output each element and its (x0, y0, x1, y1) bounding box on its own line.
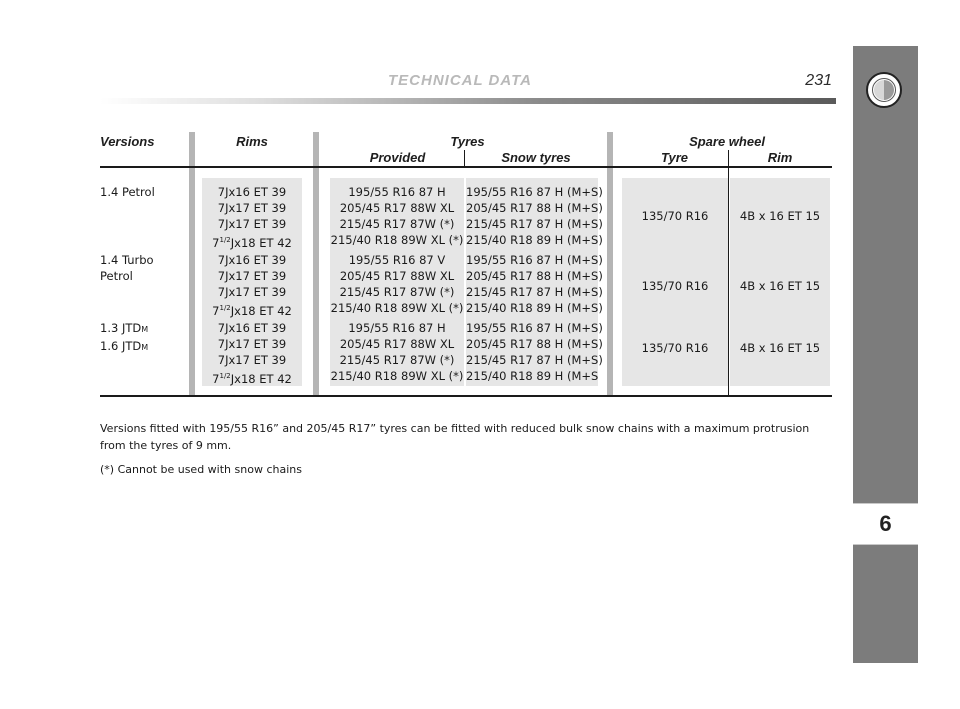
provided-tyres-list: 195/55 R16 87 V 205/45 R17 88W XL 215/45 R17 87W (*) 215/40 R18 89W XL (*) (330, 253, 464, 315)
snow-tyres-list: 195/55 R16 87 H (M+S) 205/45 R17 88 H (M+S) 215/45 R17 87 H (M+S) 215/40 R18 89 H (M+S (466, 321, 603, 383)
header-versions: Versions (100, 134, 155, 149)
provided-tyres-list: 195/55 R16 87 H 205/45 R17 88W XL 215/45 R17 87W (*) 215/40 R18 89W XL (*) (330, 185, 464, 247)
version-label: 1.4 Petrol (100, 185, 155, 199)
header-snow-tyres: Snow tyres (501, 150, 571, 165)
table-bottom-rule (100, 395, 832, 397)
column-separator-rims (313, 132, 319, 396)
column-divider-spare (728, 150, 729, 396)
snow-tyres-list: 195/55 R16 87 H (M+S) 205/45 R17 88 H (M+S) 215/45 R17 87 H (M+S) 215/40 R18 89 H (M+S) (466, 185, 603, 247)
header-spare-tyre: Tyre (661, 150, 688, 165)
spare-rim-value: 4B x 16 ET 15 (739, 341, 821, 355)
column-separator-tyres (607, 132, 613, 396)
header-rims: Rims (236, 134, 268, 149)
version-label: 1.4 Turbo Petrol (100, 253, 154, 283)
page-title: TECHNICAL DATA (388, 72, 532, 89)
spare-rim-value: 4B x 16 ET 15 (739, 209, 821, 223)
side-band (853, 46, 918, 663)
subheader-divider-tyres (464, 150, 465, 166)
header-provided: Provided (369, 150, 426, 165)
rims-list: 7Jx16 ET 39 7Jx17 ET 39 7Jx17 ET 39 $7^{1/2}Jx18$ ET 42 (212, 185, 292, 250)
spare-rim-value: 4B x 16 ET 15 (739, 279, 821, 293)
header-tyres: Tyres (450, 134, 485, 149)
header-spare-rim: Rim (767, 150, 793, 165)
rims-list: 7Jx16 ET 39 7Jx17 ET 39 7Jx17 ET 39 $7^{1/2}Jx18$ ET 42 (212, 321, 292, 386)
header-spare-wheel: Spare wheel (689, 134, 765, 149)
snow-tyres-list: 195/55 R16 87 H (M+S) 205/45 R17 88 H (M+S) 215/45 R17 87 H (M+S) 215/40 R18 89 H (M+S) (466, 253, 603, 315)
spare-tyre-value: 135/70 R16 (641, 209, 709, 223)
table-header-rule (100, 166, 832, 168)
chapter-tab: 6 (853, 503, 918, 545)
rims-list: 7Jx16 ET 39 7Jx17 ET 39 7Jx17 ET 39 $7^{1/2}Jx18$ ET 42 (212, 253, 292, 318)
asterisk-note: (*) Cannot be used with snow chains (100, 463, 302, 476)
page-number: 231 (805, 72, 832, 89)
spare-tyre-value: 135/70 R16 (641, 341, 709, 355)
column-separator-versions (189, 132, 195, 396)
header-rule (100, 98, 836, 104)
spare-tyre-value: 135/70 R16 (641, 279, 709, 293)
snow-chains-note: Versions fitted with 195/55 R16” and 205/45 R17” tyres can be fitted with reduced bulk snow chains with a maximum protrusion from the tyres of 9 mm. (100, 422, 810, 452)
version-label: 1.3 JTDM 1.6 JTDM (100, 321, 149, 353)
provided-tyres-list: 195/55 R16 87 H 205/45 R17 88W XL 215/45 R17 87W (*) 215/40 R18 89W XL (*) (330, 321, 464, 383)
